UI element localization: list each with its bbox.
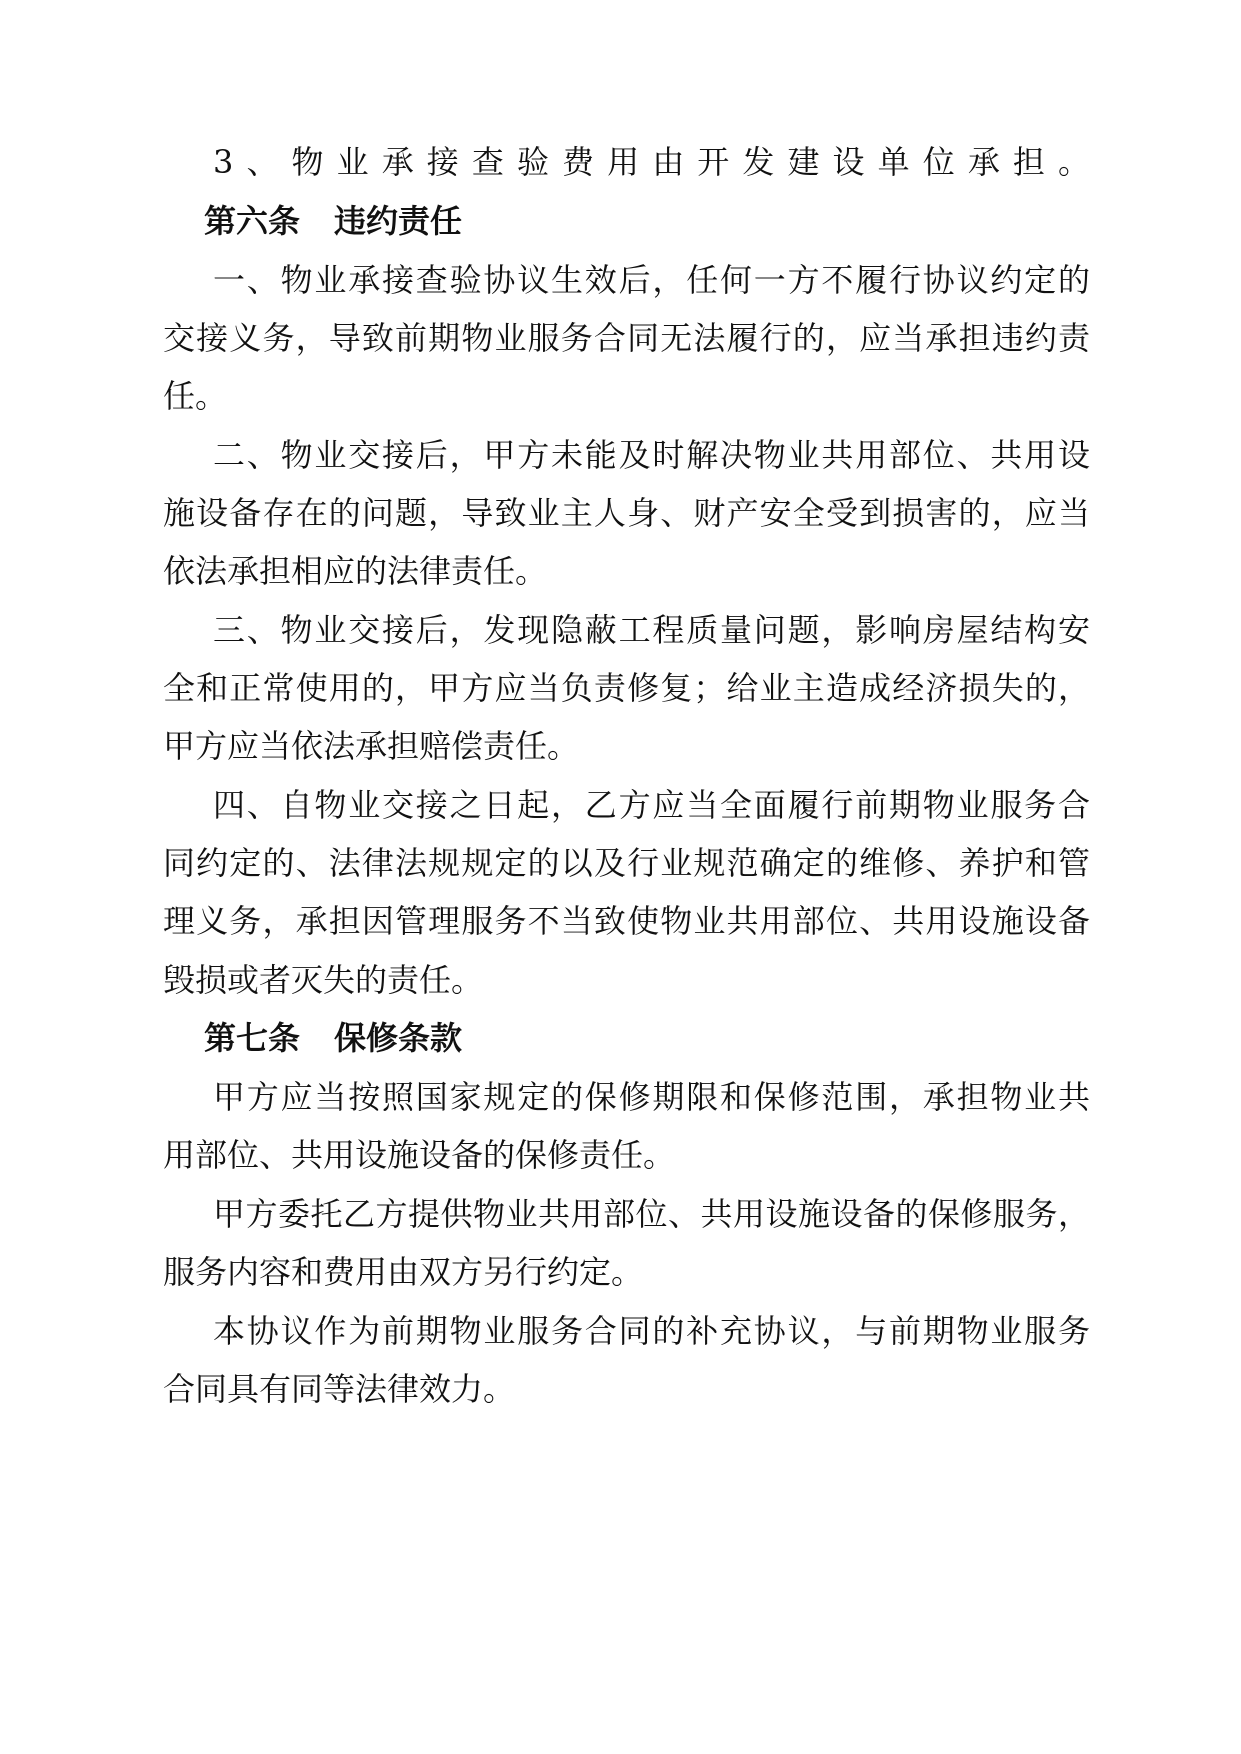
- paragraph-line: 甲方应当按照国家规定的保修期限和保修范围，承担物业共: [213, 1078, 1090, 1116]
- paragraph-line: 交接义务，导致前期物业服务合同无法履行的，应当承担违约责: [163, 319, 1090, 357]
- paragraph-line: 用部位、共用设施设备的保修责任。: [163, 1136, 676, 1174]
- article-7-title: 保修条款: [334, 1019, 463, 1057]
- article-6-title: 违约责任: [334, 202, 463, 240]
- paragraph-line: 全和正常使用的，甲方应当负责修复；给业主造成经济损失的，: [163, 669, 1090, 707]
- paragraph-line: 依法承担相应的法律责任。: [163, 552, 548, 590]
- article-7-number: 第七条: [204, 1019, 301, 1057]
- article-6-number: 第六条: [204, 202, 301, 240]
- paragraph-line: 同约定的、法律法规规定的以及行业规范确定的维修、养护和管: [163, 844, 1090, 882]
- paragraph-line: 3、物业承接查验费用由开发建设单位承担。: [213, 143, 1090, 181]
- paragraph-line: 任。: [163, 377, 228, 415]
- paragraph-line: 四、自物业交接之日起，乙方应当全面履行前期物业服务合: [213, 786, 1090, 824]
- article-7-heading: [204, 1018, 1131, 1058]
- paragraph-line: 三、物业交接后，发现隐蔽工程质量问题，影响房屋结构安: [213, 611, 1090, 649]
- paragraph-line: 合同具有同等法律效力。: [163, 1370, 516, 1408]
- paragraph-line: 服务内容和费用由双方另行约定。: [163, 1253, 644, 1291]
- paragraph-line: 本协议作为前期物业服务合同的补充协议，与前期物业服务: [213, 1312, 1090, 1350]
- paragraph-line: 施设备存在的问题，导致业主人身、财产安全受到损害的，应当: [163, 494, 1090, 532]
- paragraph-line: 甲方应当依法承担赔偿责任。: [163, 727, 580, 765]
- article-6-heading: [204, 201, 1131, 241]
- paragraph-line: 甲方委托乙方提供物业共用部位、共用设施设备的保修服务，: [213, 1195, 1090, 1233]
- paragraph-line: 理义务，承担因管理服务不当致使物业共用部位、共用设施设备: [163, 902, 1090, 940]
- paragraph-line: 毁损或者灭失的责任。: [163, 961, 484, 999]
- paragraph-line: 一、物业承接查验协议生效后，任何一方不履行协议约定的: [213, 261, 1090, 299]
- paragraph-line: 二、物业交接后，甲方未能及时解决物业共用部位、共用设: [213, 436, 1090, 474]
